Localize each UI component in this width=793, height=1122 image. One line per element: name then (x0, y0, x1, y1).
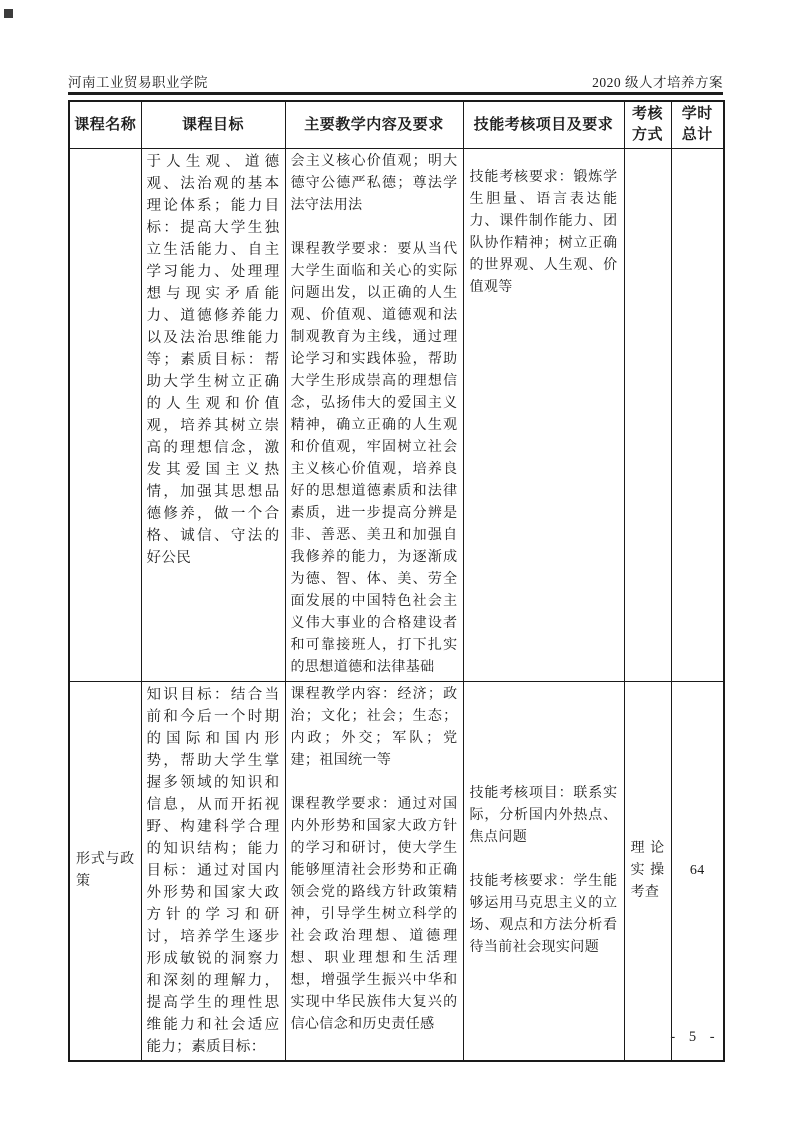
objectives-text: 知识目标：结合当前和今后一个时期的国际和国内形势，帮助大学生掌握多领域的知识和信息，从而开拓视野、构建科学合理的知识结构；能力目标：通过对国内外形势和国家大政方针的学习和研讨，培养学生逐步形成敏锐的洞察力和深刻的理解力，提高学生的理性思维能力和社会适应能力；素质目标： (146, 687, 280, 1055)
col-header-teaching-content: 主要教学内容及要求 (285, 101, 463, 149)
page-header (68, 71, 723, 91)
teaching-requirement-paragraph: 课程教学要求：通过对国内外形势和国家大政方针的学习和研讨，使大学生能够厘清社会形势和正确领会党的路线方针政策精神，引导学生树立科学的社会政治理想、道德理想、职业理想和生活理想，增强学生振兴中华和实现中华民族伟大复兴的信心信念和历史责任感 (290, 797, 458, 1032)
skill-item-paragraph: 技能考核项目：联系实际，分析国内外热点、焦点问题 (469, 786, 618, 845)
cell-skill-assessment (463, 682, 624, 1062)
cell-course-objectives (141, 149, 285, 682)
scan-artifact-mark (4, 9, 13, 18)
cell-total-hours (671, 149, 724, 682)
header-plan-title: 2020 级人才培养方案 (592, 75, 723, 90)
teaching-content-paragraph: 会主义核心价值观；明大德守公德严私德；尊法学法守法用法 (290, 154, 458, 213)
col-header-course-name: 课程名称 (69, 101, 141, 149)
cell-assessment-method (624, 682, 671, 1062)
cell-total-hours (671, 682, 724, 1062)
objectives-text: 于人生观、道德观、法治观的基本理论体系；能力目标：提高大学生独立生活能力、自主学习能力、处理理想与现实矛盾能力、道德修养能力以及法治思维能力等；素质目标：帮助大学生树立正确的人生观和价值观，培养其树立崇高的理想信念，激发其爱国主义热情，加强其思想品德修养，做一个合格、诚信、守法的好公民 (146, 154, 280, 566)
total-hours-text: 64 (689, 863, 705, 878)
col-header-course-objectives: 课程目标 (141, 101, 285, 149)
cell-teaching-content (285, 682, 463, 1062)
teaching-content-paragraph: 课程教学内容：经济；政治；文化；社会；生态；内政；外交；军队；党建；祖国统一等 (290, 687, 458, 768)
cell-assessment-method (624, 149, 671, 682)
col-header-skill-assessment: 技能考核项目及要求 (463, 101, 624, 149)
header-school-name: 河南工业贸易职业学院 (68, 75, 208, 90)
table-row (69, 682, 724, 1062)
course-table (68, 100, 725, 1062)
cell-teaching-content (285, 149, 463, 682)
course-name-text: 形式与政策 (76, 852, 135, 889)
skill-requirement-paragraph: 技能考核要求：学生能够运用马克思主义的立场、观点和方法分析看待当前社会现实问题 (469, 874, 618, 955)
teaching-requirement-paragraph: 课程教学要求：要从当代大学生面临和关心的实际问题出发，以正确的人生观、价值观、道德观和法制观教育为主线，通过理论学习和实践体验，帮助大学生形成崇高的理想信念，弘扬伟大的爱国主义精神，确立正确的人生观和价值观，牢固树立社会主义核心价值观，培养良好的思想道德素质和法律素质，进一步提高分辨是非、善恶、美丑和加强自我修养的能力，为逐渐成为德、智、体、美、劳全面发展的中国特色社会主义伟大事业的合格建设者和可靠接班人，打下扎实的思想道德和法律基础 (290, 242, 458, 675)
header-rule (68, 92, 723, 95)
assessment-method-text: 理论实操考查 (630, 841, 665, 900)
cell-course-name (69, 682, 141, 1062)
table-row (69, 149, 724, 682)
page-number: - 5 - (670, 1029, 720, 1045)
col-header-total-hours: 学时总计 (671, 101, 724, 149)
cell-course-name (69, 149, 141, 682)
table-header-row (69, 101, 724, 149)
cell-course-objectives (141, 682, 285, 1062)
col-header-assessment-method: 考核方式 (624, 101, 671, 149)
cell-skill-assessment (463, 149, 624, 682)
skill-requirement-paragraph: 技能考核要求：锻炼学生胆量、语言表达能力、课件制作能力、团队协作精神；树立正确的世界观、人生观、价值观等 (469, 170, 618, 295)
